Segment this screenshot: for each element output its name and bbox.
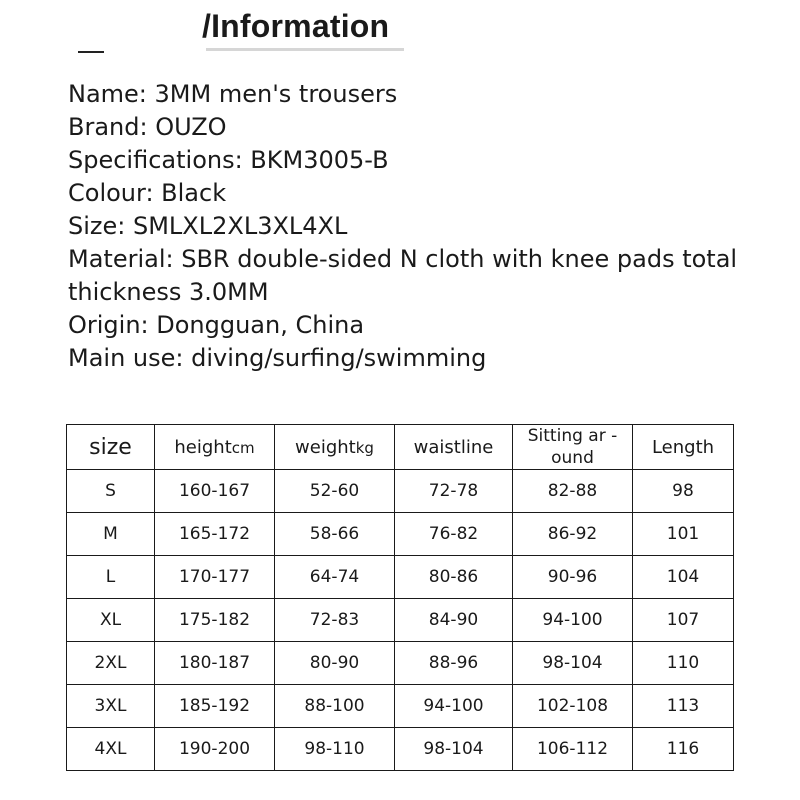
cell-length: 107 <box>633 599 734 642</box>
table-row <box>67 728 734 771</box>
cell-size: 2XL <box>67 642 155 685</box>
header-weight-label: weight <box>295 436 356 458</box>
header-height <box>155 425 275 470</box>
cell-weight: 64-74 <box>275 556 395 599</box>
cell-sitting-around: 98-104 <box>513 642 633 685</box>
cell-weight: 80-90 <box>275 642 395 685</box>
cell-length: 113 <box>633 685 734 728</box>
table-row <box>67 470 734 513</box>
cell-waistline: 84-90 <box>395 599 513 642</box>
info-origin: Origin: Dongguan, China <box>68 311 365 339</box>
cell-height: 185-192 <box>155 685 275 728</box>
header-length-label: Length <box>651 436 715 458</box>
cell-waistline: 98-104 <box>395 728 513 771</box>
header-waistline-label: waistline <box>413 436 494 458</box>
table-body <box>67 470 734 771</box>
header-weight-unit: kg <box>355 438 374 457</box>
cell-weight: 88-100 <box>275 685 395 728</box>
cell-height: 160-167 <box>155 470 275 513</box>
header-weight <box>275 425 395 470</box>
info-brand: Brand: OUZO <box>68 113 227 141</box>
header-height-unit: cm <box>231 438 255 457</box>
cell-weight: 52-60 <box>275 470 395 513</box>
cell-sitting-around: 90-96 <box>513 556 633 599</box>
decorative-dash <box>78 51 104 53</box>
cell-size: 4XL <box>67 728 155 771</box>
info-specifications: Specifications: BKM3005-B <box>68 146 389 174</box>
info-colour: Colour: Black <box>68 179 227 207</box>
cell-size: 3XL <box>67 685 155 728</box>
cell-height: 180-187 <box>155 642 275 685</box>
cell-sitting-around: 82-88 <box>513 470 633 513</box>
header-size <box>67 425 155 470</box>
cell-waistline: 80-86 <box>395 556 513 599</box>
cell-length: 104 <box>633 556 734 599</box>
product-info <box>68 78 758 375</box>
table-row <box>67 642 734 685</box>
cell-length: 101 <box>633 513 734 556</box>
table-row <box>67 599 734 642</box>
page-title: /Information <box>202 8 390 44</box>
info-main-use: Main use: diving/surfing/swimming <box>68 344 487 372</box>
cell-size: XL <box>67 599 155 642</box>
cell-weight: 72-83 <box>275 599 395 642</box>
cell-length: 110 <box>633 642 734 685</box>
cell-weight: 98-110 <box>275 728 395 771</box>
cell-weight: 58-66 <box>275 513 395 556</box>
size-chart-table <box>66 424 734 771</box>
cell-size: M <box>67 513 155 556</box>
cell-length: 116 <box>633 728 734 771</box>
cell-height: 190-200 <box>155 728 275 771</box>
table-row <box>67 556 734 599</box>
header-size-label: size <box>89 434 132 460</box>
cell-sitting-around: 86-92 <box>513 513 633 556</box>
info-material: Material: SBR double-sided N cloth with knee pads total thickness 3.0MM <box>68 245 738 306</box>
cell-sitting-around: 102-108 <box>513 685 633 728</box>
cell-height: 165-172 <box>155 513 275 556</box>
cell-length: 98 <box>633 470 734 513</box>
header-waistline <box>395 425 513 470</box>
info-size: Size: SMLXL2XL3XL4XL <box>68 212 348 240</box>
cell-height: 175-182 <box>155 599 275 642</box>
table-row <box>67 685 734 728</box>
header-sitting-label: Sitting ar -ound <box>527 426 618 468</box>
title-underline <box>206 48 404 51</box>
cell-size: L <box>67 556 155 599</box>
cell-sitting-around: 94-100 <box>513 599 633 642</box>
header-height-label: height <box>174 436 232 458</box>
header-length <box>633 425 734 470</box>
header-sitting-around <box>513 425 633 470</box>
table-header-row <box>67 425 734 470</box>
cell-height: 170-177 <box>155 556 275 599</box>
cell-waistline: 76-82 <box>395 513 513 556</box>
table-row <box>67 513 734 556</box>
cell-size: S <box>67 470 155 513</box>
cell-waistline: 94-100 <box>395 685 513 728</box>
cell-waistline: 88-96 <box>395 642 513 685</box>
cell-sitting-around: 106-112 <box>513 728 633 771</box>
cell-waistline: 72-78 <box>395 470 513 513</box>
info-name: Name: 3MM men's trousers <box>68 80 398 108</box>
